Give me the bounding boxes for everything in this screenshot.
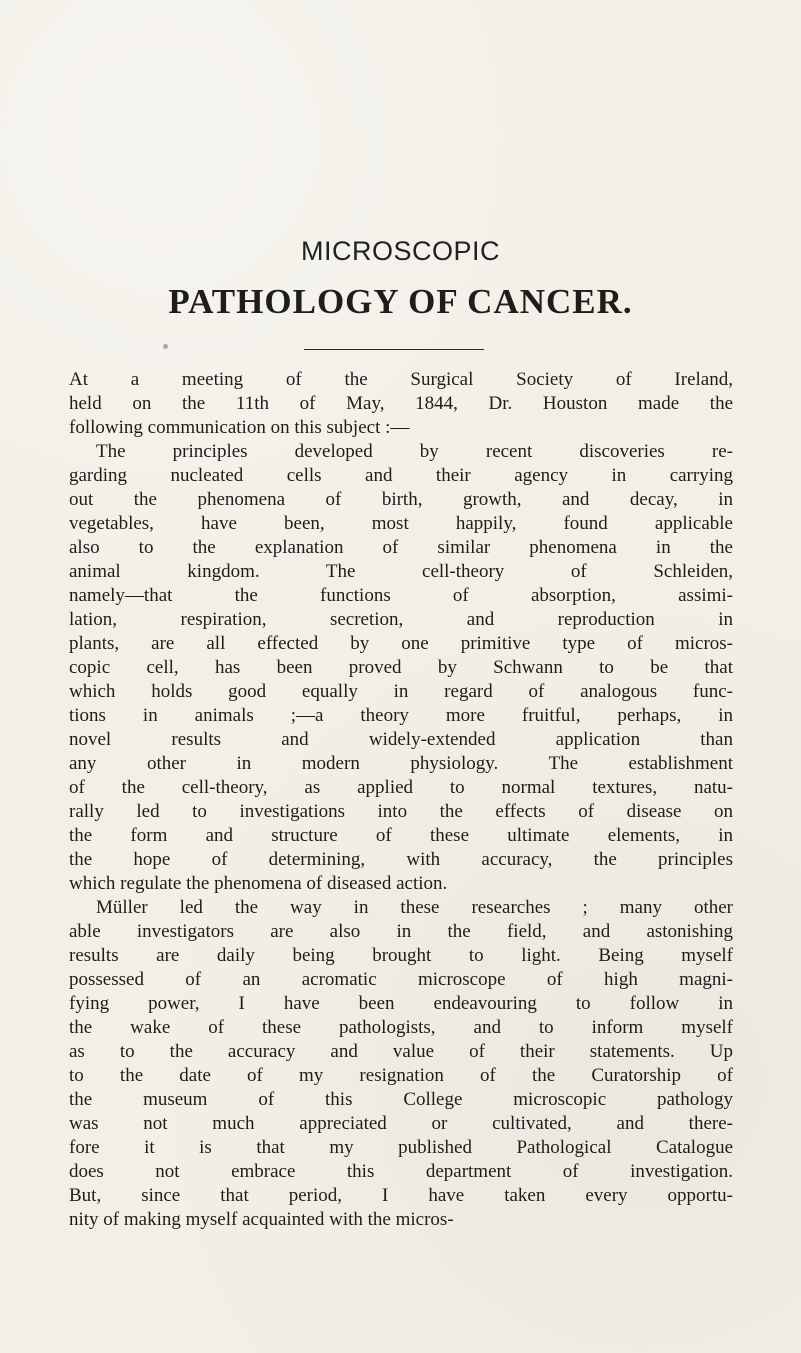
text-line: copic cell, has been proved by Schwann to be that	[69, 657, 733, 678]
text-line: fying power, I have been endeavouring to follow in	[69, 993, 733, 1014]
text-line: any other in modern physiology. The establishment	[69, 753, 733, 774]
text-line: tions in animals ;—a theory more fruitful, perhaps, in	[69, 705, 733, 726]
text-line: as to the accuracy and value of their statements. Up	[69, 1041, 733, 1062]
text-line: lation, respiration, secretion, and reproduction in	[69, 609, 733, 630]
text-line: to the date of my resignation of the Curatorship of	[69, 1065, 733, 1086]
article-body	[69, 368, 733, 1232]
text-line: animal kingdom. The cell-theory of Schleiden,	[69, 561, 733, 582]
title-pathology-of-cancer: PATHOLOGY OF CANCER.	[168, 282, 633, 321]
text-line: following communication on this subject :—	[69, 417, 410, 438]
text-line: also to the explanation of similar phenomena in the	[69, 537, 733, 558]
text-line: plants, are all effected by one primitive type of micros-	[69, 633, 733, 654]
text-line: garding nucleated cells and their agency in carrying	[69, 465, 733, 486]
text-line: the wake of these pathologists, and to inform myself	[69, 1017, 733, 1038]
text-line: out the phenomena of birth, growth, and decay, in	[69, 489, 733, 510]
text-line: Müller led the way in these researches ; many other	[96, 897, 733, 918]
text-line: does not embrace this department of investigation.	[69, 1161, 733, 1182]
text-line: which holds good equally in regard of analogous func-	[69, 681, 733, 702]
text-line: was not much appreciated or cultivated, and there-	[69, 1113, 733, 1134]
text-line: fore it is that my published Pathological Catalogue	[69, 1137, 733, 1158]
text-line: But, since that period, I have taken every opportu-	[69, 1185, 733, 1206]
text-line: possessed of an acromatic microscope of high magni-	[69, 969, 733, 990]
title-rule	[304, 349, 484, 350]
text-line: vegetables, have been, most happily, found applicable	[69, 513, 733, 534]
text-line: held on the 11th of May, 1844, Dr. Houston made the	[69, 393, 733, 414]
text-line: the form and structure of these ultimate elements, in	[69, 825, 733, 846]
text-line: nity of making myself acquainted with the micros-	[69, 1209, 454, 1230]
text-line: which regulate the phenomena of diseased action.	[69, 873, 448, 894]
text-line: of the cell-theory, as applied to normal textures, natu-	[69, 777, 733, 798]
text-line: the museum of this College microscopic pathology	[69, 1089, 733, 1110]
text-line: namely—that the functions of absorption, assimi-	[69, 585, 733, 606]
text-line: At a meeting of the Surgical Society of Ireland,	[69, 369, 733, 390]
text-line: the hope of determining, with accuracy, the principles	[69, 849, 733, 870]
title-microscopic: MICROSCOPIC	[300, 236, 500, 266]
text-line: rally led to investigations into the effects of disease on	[69, 801, 733, 822]
print-speck	[163, 344, 168, 349]
text-line: able investigators are also in the field, and astonishing	[69, 921, 733, 942]
text-line: results are daily being brought to light. Being myself	[69, 945, 733, 966]
text-line: novel results and widely-extended application than	[69, 729, 733, 750]
text-line: The principles developed by recent discoveries re-	[96, 441, 733, 462]
